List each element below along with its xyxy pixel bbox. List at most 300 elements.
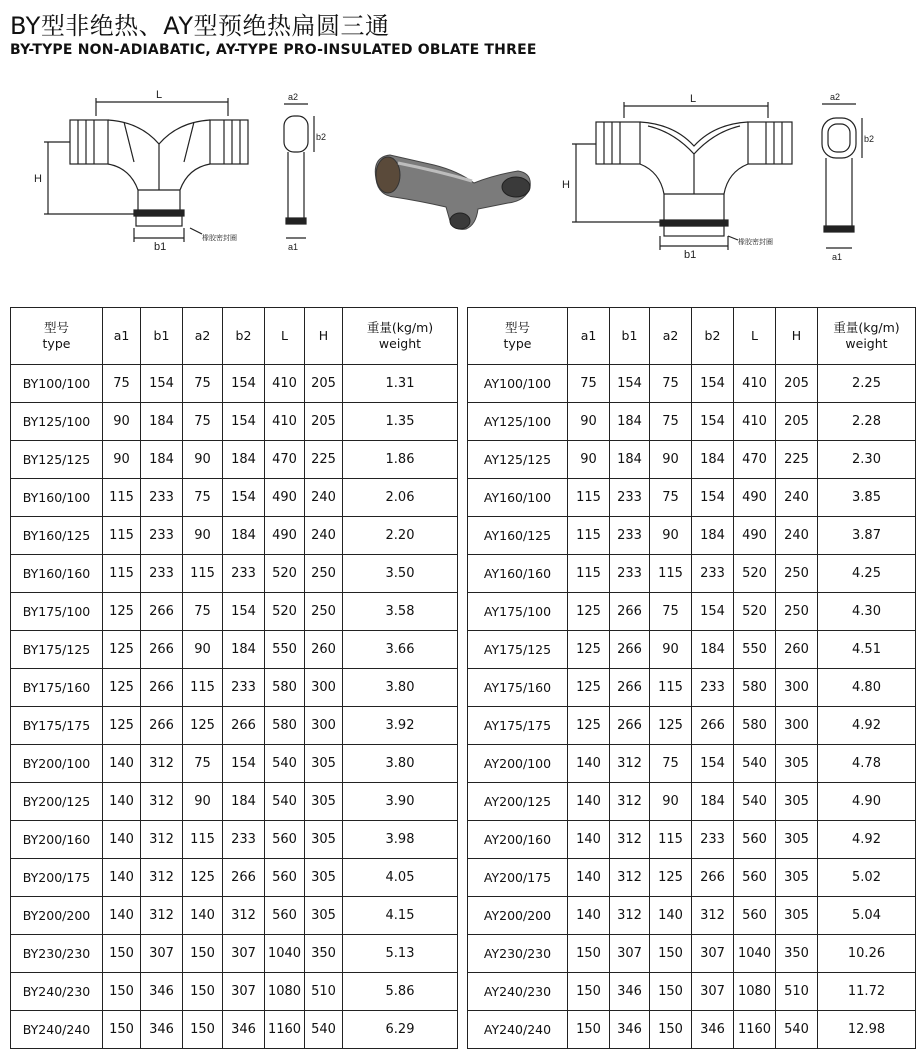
cell-a2: 115 [183, 821, 223, 859]
cell-L: 490 [265, 479, 305, 517]
cell-a1: 115 [568, 479, 610, 517]
cell-a1: 140 [103, 745, 141, 783]
cell-a1: 150 [568, 1011, 610, 1049]
cell-L: 560 [265, 859, 305, 897]
cell-type: BY160/100 [11, 479, 103, 517]
cell-a2: 75 [650, 593, 692, 631]
table-row [468, 517, 916, 555]
cell-weight: 5.86 [343, 973, 458, 1011]
table-row [468, 365, 916, 403]
cell-b2: 184 [223, 441, 265, 479]
table-row [468, 707, 916, 745]
cell-b1: 312 [141, 783, 183, 821]
cell-weight: 5.02 [818, 859, 916, 897]
cell-L: 540 [734, 783, 776, 821]
cell-b2: 154 [692, 745, 734, 783]
cell-a1: 140 [568, 859, 610, 897]
table-row [11, 707, 458, 745]
cell-weight: 4.90 [818, 783, 916, 821]
cell-L: 580 [734, 707, 776, 745]
cell-type: BY175/160 [11, 669, 103, 707]
cell-weight: 1.86 [343, 441, 458, 479]
cell-H: 300 [776, 707, 818, 745]
cell-L: 1160 [734, 1011, 776, 1049]
cell-type: BY125/100 [11, 403, 103, 441]
cell-b1: 266 [610, 669, 650, 707]
by-label-a1: a1 [288, 242, 299, 252]
cell-type: AY160/100 [468, 479, 568, 517]
cell-b2: 266 [692, 707, 734, 745]
ay-type-drawing [560, 82, 880, 272]
ay-label-L: L [690, 93, 697, 105]
cell-a2: 115 [650, 669, 692, 707]
col-a1: a1 [568, 308, 610, 365]
cell-a1: 125 [568, 707, 610, 745]
cell-b2: 233 [223, 669, 265, 707]
cell-b1: 266 [610, 631, 650, 669]
cell-type: AY240/240 [468, 1011, 568, 1049]
cell-type: BY175/175 [11, 707, 103, 745]
cell-L: 490 [265, 517, 305, 555]
cell-b2: 184 [223, 783, 265, 821]
cell-a1: 90 [103, 403, 141, 441]
cell-b1: 346 [141, 973, 183, 1011]
table-row [468, 859, 916, 897]
cell-a2: 90 [183, 441, 223, 479]
cell-b1: 266 [141, 631, 183, 669]
cell-a2: 75 [183, 593, 223, 631]
cell-H: 540 [305, 1011, 343, 1049]
table-row [11, 403, 458, 441]
cell-a1: 140 [568, 821, 610, 859]
cell-b2: 307 [223, 935, 265, 973]
cell-weight: 3.80 [343, 669, 458, 707]
cell-L: 490 [734, 479, 776, 517]
cell-a2: 150 [650, 1011, 692, 1049]
cell-type: BY200/160 [11, 821, 103, 859]
cell-type: BY200/200 [11, 897, 103, 935]
cell-b2: 266 [692, 859, 734, 897]
table-row [11, 1011, 458, 1049]
table-row [468, 935, 916, 973]
cell-type: BY200/125 [11, 783, 103, 821]
cell-weight: 3.90 [343, 783, 458, 821]
by-right-pipe [210, 120, 248, 164]
by-label-a2: a2 [288, 92, 299, 102]
cell-b2: 184 [692, 517, 734, 555]
cell-H: 240 [305, 479, 343, 517]
cell-weight: 5.13 [343, 935, 458, 973]
cell-L: 520 [734, 593, 776, 631]
ay-label-seal: 橡胶密封圈 [738, 239, 773, 246]
cell-L: 1040 [265, 935, 305, 973]
cell-L: 560 [265, 821, 305, 859]
cell-b1: 312 [610, 897, 650, 935]
by-spec-table [10, 307, 458, 1049]
cell-b2: 233 [692, 821, 734, 859]
col-b1: b1 [141, 308, 183, 365]
table-row [468, 745, 916, 783]
cell-H: 240 [776, 479, 818, 517]
cell-a1: 90 [568, 441, 610, 479]
cell-type: AY200/160 [468, 821, 568, 859]
cell-a1: 140 [568, 783, 610, 821]
table-row [11, 669, 458, 707]
table-row [468, 1011, 916, 1049]
cell-H: 350 [776, 935, 818, 973]
col-a1: a1 [103, 308, 141, 365]
cell-a1: 115 [103, 479, 141, 517]
ay-label-b1: b1 [684, 249, 697, 261]
col-L: L [265, 308, 305, 365]
cell-weight: 3.58 [343, 593, 458, 631]
by-label-seal: 橡胶密封圈 [202, 235, 237, 242]
cell-H: 250 [776, 555, 818, 593]
cell-weight: 4.80 [818, 669, 916, 707]
col-weight: 重量(kg/m) weight [343, 308, 458, 365]
cell-weight: 3.80 [343, 745, 458, 783]
cell-type: AY175/175 [468, 707, 568, 745]
by-label-L: L [156, 89, 163, 101]
cell-type: AY125/125 [468, 441, 568, 479]
cell-weight: 4.51 [818, 631, 916, 669]
col-type: 型号 type [11, 308, 103, 365]
by-label-b1: b1 [154, 241, 167, 253]
cell-a2: 75 [183, 479, 223, 517]
cell-a2: 150 [183, 1011, 223, 1049]
cell-L: 540 [265, 783, 305, 821]
col-L: L [734, 308, 776, 365]
table-row [468, 555, 916, 593]
cell-b2: 154 [223, 745, 265, 783]
cell-type: BY200/100 [11, 745, 103, 783]
cell-weight: 12.98 [818, 1011, 916, 1049]
cell-a1: 140 [103, 783, 141, 821]
cell-a1: 140 [568, 745, 610, 783]
cell-a1: 125 [103, 707, 141, 745]
cell-a1: 150 [103, 1011, 141, 1049]
cell-a2: 150 [650, 973, 692, 1011]
cell-b2: 312 [223, 897, 265, 935]
cell-b1: 266 [141, 707, 183, 745]
cell-type: AY240/230 [468, 973, 568, 1011]
cell-a1: 115 [103, 555, 141, 593]
cell-H: 305 [776, 783, 818, 821]
cell-b1: 266 [610, 707, 650, 745]
cell-weight: 4.05 [343, 859, 458, 897]
cell-b1: 312 [141, 821, 183, 859]
cell-b2: 154 [223, 479, 265, 517]
table-row [11, 745, 458, 783]
cell-H: 305 [305, 859, 343, 897]
table-row [11, 859, 458, 897]
cell-type: BY175/125 [11, 631, 103, 669]
cell-b1: 266 [141, 669, 183, 707]
cell-type: AY200/125 [468, 783, 568, 821]
cell-L: 410 [734, 365, 776, 403]
cell-a2: 115 [650, 821, 692, 859]
cell-weight: 11.72 [818, 973, 916, 1011]
cell-b2: 154 [692, 479, 734, 517]
cell-b1: 233 [141, 479, 183, 517]
cell-L: 540 [265, 745, 305, 783]
by-side-view [284, 116, 308, 152]
cell-type: BY125/125 [11, 441, 103, 479]
cell-weight: 2.25 [818, 365, 916, 403]
ay-label-a2: a2 [830, 92, 841, 102]
cell-b2: 307 [223, 973, 265, 1011]
cell-L: 560 [265, 897, 305, 935]
cell-a2: 140 [650, 897, 692, 935]
cell-a1: 115 [568, 555, 610, 593]
cell-H: 305 [305, 897, 343, 935]
table-header-row [11, 308, 458, 365]
cell-b1: 154 [610, 365, 650, 403]
cell-a1: 75 [103, 365, 141, 403]
cell-weight: 3.87 [818, 517, 916, 555]
cell-weight: 6.29 [343, 1011, 458, 1049]
cell-type: BY160/125 [11, 517, 103, 555]
ay-label-a1: a1 [832, 252, 843, 262]
cell-H: 250 [305, 593, 343, 631]
cell-b1: 233 [141, 555, 183, 593]
cell-L: 520 [265, 555, 305, 593]
cell-L: 1080 [734, 973, 776, 1011]
cell-a2: 90 [650, 441, 692, 479]
cell-weight: 1.31 [343, 365, 458, 403]
cell-L: 410 [734, 403, 776, 441]
table-row [468, 403, 916, 441]
cell-a2: 75 [650, 745, 692, 783]
ay-right-pipe [748, 122, 792, 164]
table-row [11, 555, 458, 593]
by-type-drawing [30, 82, 330, 272]
cell-b1: 312 [610, 859, 650, 897]
table-row [11, 479, 458, 517]
table-row [468, 821, 916, 859]
table-row [11, 441, 458, 479]
cell-b1: 307 [610, 935, 650, 973]
cell-b2: 307 [692, 935, 734, 973]
cell-a1: 140 [103, 821, 141, 859]
cell-L: 1160 [265, 1011, 305, 1049]
cell-a1: 125 [103, 669, 141, 707]
cell-weight: 4.15 [343, 897, 458, 935]
cell-type: AY200/200 [468, 897, 568, 935]
cell-b2: 154 [692, 593, 734, 631]
cell-H: 205 [305, 403, 343, 441]
cell-a1: 140 [103, 859, 141, 897]
cell-b2: 154 [692, 365, 734, 403]
col-type: 型号 type [468, 308, 568, 365]
cell-b2: 154 [692, 403, 734, 441]
cell-weight: 4.92 [818, 821, 916, 859]
cell-H: 300 [305, 707, 343, 745]
cell-type: AY175/125 [468, 631, 568, 669]
cell-a2: 140 [183, 897, 223, 935]
page-title: BY型非绝热、AY型预绝热扁圆三通 [10, 12, 390, 40]
cell-b2: 266 [223, 707, 265, 745]
cell-a1: 125 [568, 593, 610, 631]
cell-H: 540 [776, 1011, 818, 1049]
cell-weight: 2.20 [343, 517, 458, 555]
col-H: H [776, 308, 818, 365]
cell-a2: 125 [183, 707, 223, 745]
ay-label-H: H [562, 179, 570, 191]
cell-L: 410 [265, 365, 305, 403]
cell-H: 305 [776, 821, 818, 859]
cell-b2: 233 [692, 669, 734, 707]
cell-type: BY200/175 [11, 859, 103, 897]
cell-L: 540 [734, 745, 776, 783]
cell-H: 205 [776, 365, 818, 403]
col-b2: b2 [692, 308, 734, 365]
cell-a2: 125 [183, 859, 223, 897]
cell-a2: 90 [650, 783, 692, 821]
cell-L: 490 [734, 517, 776, 555]
by-label-b2: b2 [316, 132, 327, 142]
cell-type: AY175/160 [468, 669, 568, 707]
cell-a1: 150 [568, 973, 610, 1011]
cell-H: 510 [776, 973, 818, 1011]
cell-type: AY200/175 [468, 859, 568, 897]
cell-H: 305 [776, 745, 818, 783]
table-row [11, 821, 458, 859]
ay-spec-table [467, 307, 916, 1049]
table-row [468, 973, 916, 1011]
table-row [11, 973, 458, 1011]
cell-H: 250 [776, 593, 818, 631]
cell-L: 550 [734, 631, 776, 669]
cell-H: 300 [305, 669, 343, 707]
cell-b1: 312 [141, 897, 183, 935]
cell-a2: 115 [183, 555, 223, 593]
table-row [468, 783, 916, 821]
cell-b2: 307 [692, 973, 734, 1011]
col-weight: 重量(kg/m) weight [818, 308, 916, 365]
cell-type: AY200/100 [468, 745, 568, 783]
cell-a1: 115 [103, 517, 141, 555]
table-row [468, 479, 916, 517]
cell-type: AY125/100 [468, 403, 568, 441]
cell-a2: 150 [650, 935, 692, 973]
table-row [11, 593, 458, 631]
cell-L: 560 [734, 859, 776, 897]
cell-weight: 10.26 [818, 935, 916, 973]
cell-L: 520 [265, 593, 305, 631]
cell-b2: 184 [692, 783, 734, 821]
cell-H: 305 [776, 897, 818, 935]
cell-a1: 150 [103, 935, 141, 973]
cell-b1: 184 [610, 441, 650, 479]
cell-a1: 90 [103, 441, 141, 479]
cell-type: BY240/230 [11, 973, 103, 1011]
cell-a1: 150 [568, 935, 610, 973]
cell-type: BY160/160 [11, 555, 103, 593]
cell-a2: 75 [650, 403, 692, 441]
cell-weight: 2.06 [343, 479, 458, 517]
cell-H: 305 [776, 859, 818, 897]
cell-type: AY230/230 [468, 935, 568, 973]
cell-weight: 4.92 [818, 707, 916, 745]
cell-L: 470 [734, 441, 776, 479]
table-row [468, 593, 916, 631]
cell-type: AY160/160 [468, 555, 568, 593]
cell-weight: 4.30 [818, 593, 916, 631]
col-a2: a2 [650, 308, 692, 365]
cell-b2: 346 [692, 1011, 734, 1049]
cell-a1: 140 [103, 897, 141, 935]
cell-H: 250 [305, 555, 343, 593]
cell-b2: 154 [223, 593, 265, 631]
cell-a2: 125 [650, 707, 692, 745]
cell-L: 550 [265, 631, 305, 669]
cell-b1: 233 [610, 517, 650, 555]
ay-label-b2: b2 [864, 134, 875, 144]
cell-b1: 346 [610, 973, 650, 1011]
cell-b2: 154 [223, 403, 265, 441]
cell-b1: 233 [610, 555, 650, 593]
cell-L: 560 [734, 897, 776, 935]
table-row [468, 631, 916, 669]
cell-a2: 75 [183, 365, 223, 403]
cell-a2: 75 [650, 479, 692, 517]
cell-b2: 233 [223, 821, 265, 859]
cell-H: 300 [776, 669, 818, 707]
cell-a1: 90 [568, 403, 610, 441]
table-row [11, 897, 458, 935]
cell-a2: 90 [183, 783, 223, 821]
cell-weight: 3.92 [343, 707, 458, 745]
cell-b1: 312 [610, 745, 650, 783]
table-row [468, 441, 916, 479]
cell-a1: 125 [568, 669, 610, 707]
cell-L: 580 [265, 669, 305, 707]
cell-a2: 90 [183, 631, 223, 669]
table-row [11, 783, 458, 821]
cell-b2: 154 [223, 365, 265, 403]
cell-H: 225 [776, 441, 818, 479]
cell-L: 1080 [265, 973, 305, 1011]
cell-weight: 4.25 [818, 555, 916, 593]
cell-H: 205 [305, 365, 343, 403]
cell-b1: 346 [141, 1011, 183, 1049]
table-row [468, 897, 916, 935]
cell-H: 510 [305, 973, 343, 1011]
cell-type: BY240/240 [11, 1011, 103, 1049]
cell-b1: 266 [610, 593, 650, 631]
cell-b2: 312 [692, 897, 734, 935]
cell-H: 240 [776, 517, 818, 555]
cell-b1: 312 [610, 821, 650, 859]
cell-b2: 233 [223, 555, 265, 593]
cell-b2: 184 [692, 441, 734, 479]
cell-H: 260 [776, 631, 818, 669]
cell-H: 225 [305, 441, 343, 479]
cell-H: 305 [305, 745, 343, 783]
cell-a2: 75 [183, 745, 223, 783]
cell-L: 580 [734, 669, 776, 707]
page-subtitle: BY-TYPE NON-ADIABATIC, AY-TYPE PRO-INSULATED OBLATE THREE [10, 42, 537, 58]
cell-b1: 312 [141, 745, 183, 783]
cell-a2: 115 [183, 669, 223, 707]
cell-a2: 90 [650, 631, 692, 669]
cell-b1: 154 [141, 365, 183, 403]
cell-L: 470 [265, 441, 305, 479]
cell-b1: 233 [610, 479, 650, 517]
cell-b1: 346 [610, 1011, 650, 1049]
cell-weight: 5.04 [818, 897, 916, 935]
